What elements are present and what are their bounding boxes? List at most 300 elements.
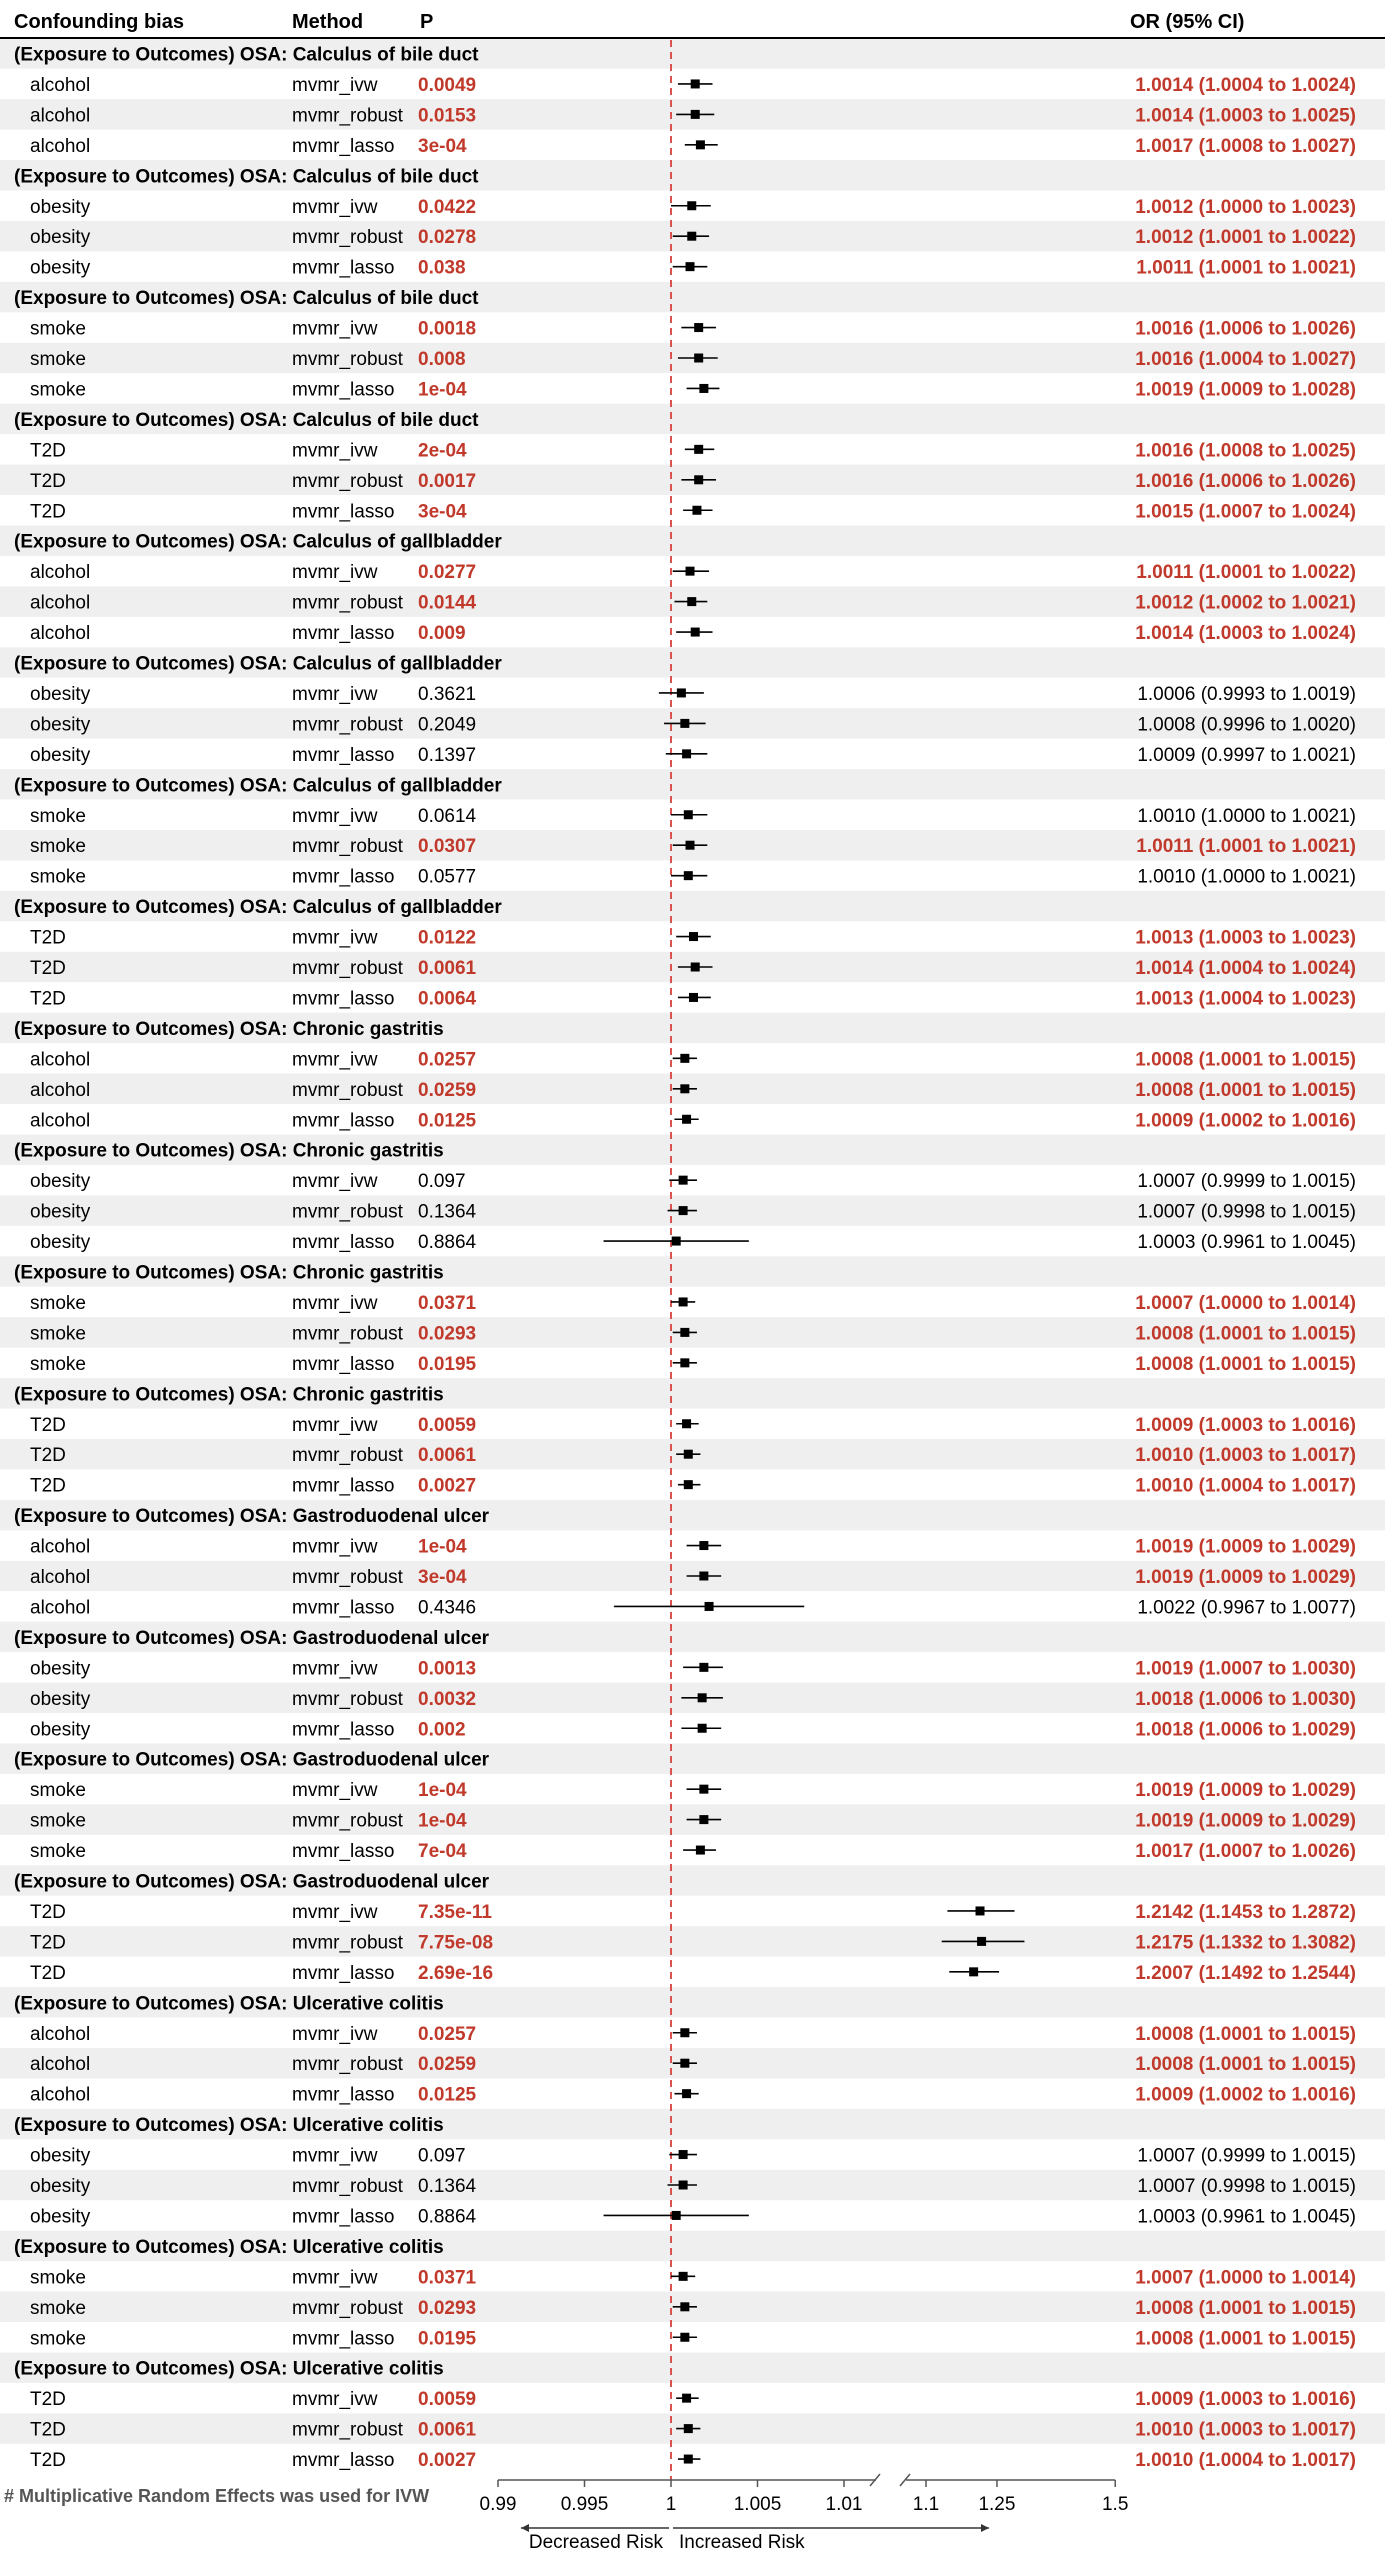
row-method: mvmr_robust xyxy=(292,1932,403,1954)
row-or-ci: 1.0011 (1.0001 to 1.0022) xyxy=(1136,562,1356,584)
or-point xyxy=(679,2150,688,2159)
row-p-value: 0.0293 xyxy=(418,2297,477,2319)
row-p-value: 0.097 xyxy=(418,2145,466,2167)
or-point xyxy=(687,597,696,606)
header-or-ci: OR (95% CI) xyxy=(1130,11,1245,33)
row-method: mvmr_ivw xyxy=(292,2145,378,2167)
or-point xyxy=(699,384,708,393)
row-or-ci: 1.0008 (1.0001 to 1.0015) xyxy=(1135,2023,1356,2045)
or-point xyxy=(696,140,705,149)
row-exposure: obesity xyxy=(30,2176,91,2197)
row-p-value: 0.0013 xyxy=(418,1658,477,1680)
or-point xyxy=(698,1724,707,1733)
group-header: (Exposure to Outcomes) OSA: Gastroduodenal ulcer xyxy=(14,1871,490,1893)
row-exposure: obesity xyxy=(30,1201,91,1223)
row-p-value: 7.75e-08 xyxy=(418,1932,494,1954)
row-exposure: T2D xyxy=(30,958,66,979)
row-exposure: smoke xyxy=(30,1810,86,1832)
arrow-head-left-icon xyxy=(521,2524,529,2532)
or-point xyxy=(684,810,693,819)
row-p-value: 0.1364 xyxy=(418,1201,477,1223)
or-point xyxy=(682,1419,691,1428)
row-or-ci: 1.0012 (1.0001 to 1.0022) xyxy=(1135,227,1356,249)
row-or-ci: 1.0008 (1.0001 to 1.0015) xyxy=(1135,1049,1356,1071)
row-p-value: 0.0064 xyxy=(418,988,477,1010)
or-point xyxy=(684,1480,693,1489)
row-exposure: alcohol xyxy=(30,1536,91,1558)
row-p-value: 0.0278 xyxy=(418,227,477,249)
row-method: mvmr_lasso xyxy=(292,2450,395,2472)
row-or-ci: 1.0016 (1.0008 to 1.0025) xyxy=(1135,440,1356,462)
row-p-value: 3e-04 xyxy=(418,1567,467,1588)
row-or-ci: 1.0012 (1.0002 to 1.0021) xyxy=(1135,592,1356,614)
row-exposure: smoke xyxy=(30,1780,86,1802)
row-p-value: 0.0422 xyxy=(418,196,477,218)
row-exposure: alcohol xyxy=(30,105,91,127)
group-header: (Exposure to Outcomes) OSA: Calculus of gallbladder xyxy=(14,897,502,919)
row-p-value: 0.0577 xyxy=(418,866,477,888)
or-point xyxy=(696,1846,705,1855)
row-p-value: 0.0257 xyxy=(418,2023,477,2045)
or-point xyxy=(680,719,689,728)
row-p-value: 0.3621 xyxy=(418,683,477,705)
row-or-ci: 1.0017 (1.0008 to 1.0027) xyxy=(1135,135,1356,157)
row-method: mvmr_robust xyxy=(292,1688,403,1710)
row-method: mvmr_lasso xyxy=(292,623,395,645)
row-or-ci: 1.0019 (1.0009 to 1.0029) xyxy=(1135,1536,1356,1558)
row-or-ci: 1.0013 (1.0003 to 1.0023) xyxy=(1135,927,1356,949)
row-method: mvmr_robust xyxy=(292,1201,403,1223)
group-header: (Exposure to Outcomes) OSA: Ulcerative colitis xyxy=(14,2358,444,2380)
or-point xyxy=(694,445,703,454)
row-exposure: T2D xyxy=(30,1414,66,1436)
or-point xyxy=(687,201,696,210)
row-exposure: alcohol xyxy=(30,135,91,157)
row-or-ci: 1.0017 (1.0007 to 1.0026) xyxy=(1135,1841,1356,1863)
row-or-ci: 1.0006 (0.9993 to 1.0019) xyxy=(1137,683,1356,705)
row-exposure: smoke xyxy=(30,836,86,858)
row-or-ci: 1.0008 (1.0001 to 1.0015) xyxy=(1135,1323,1356,1345)
or-point xyxy=(691,628,700,637)
x-tick-label: 1 xyxy=(665,2494,677,2515)
or-point xyxy=(677,688,686,697)
row-method: mvmr_lasso xyxy=(292,257,395,279)
row-method: mvmr_ivw xyxy=(292,1901,378,1923)
header-method: Method xyxy=(292,11,364,33)
group-header: (Exposure to Outcomes) OSA: Chronic gastritis xyxy=(14,1262,444,1284)
row-p-value: 2.69e-16 xyxy=(418,1962,494,1984)
row-p-value: 0.0061 xyxy=(418,1445,477,1467)
row-or-ci: 1.0014 (1.0003 to 1.0024) xyxy=(1135,623,1356,645)
row-method: mvmr_lasso xyxy=(292,2328,395,2350)
or-point xyxy=(684,2424,693,2433)
row-method: mvmr_ivw xyxy=(292,318,378,340)
row-method: mvmr_ivw xyxy=(292,683,378,705)
or-point xyxy=(672,2211,681,2220)
row-or-ci: 1.0007 (0.9998 to 1.0015) xyxy=(1137,2176,1356,2197)
or-point xyxy=(694,323,703,332)
row-exposure: alcohol xyxy=(30,1597,91,1619)
row-p-value: 0.0195 xyxy=(418,1353,477,1375)
row-exposure: alcohol xyxy=(30,1079,91,1101)
row-p-value: 0.0032 xyxy=(418,1688,477,1710)
arrow-head-right-icon xyxy=(981,2524,989,2532)
row-exposure: smoke xyxy=(30,866,86,888)
row-p-value: 1e-04 xyxy=(418,1810,467,1832)
row-or-ci: 1.0009 (1.0003 to 1.0016) xyxy=(1135,2389,1356,2411)
x-tick-label: 1.01 xyxy=(825,2494,863,2515)
row-method: mvmr_ivw xyxy=(292,2389,378,2411)
row-method: mvmr_lasso xyxy=(292,1719,395,1741)
row-method: mvmr_robust xyxy=(292,227,403,249)
row-exposure: smoke xyxy=(30,2297,86,2319)
group-header: (Exposure to Outcomes) OSA: Calculus of gallbladder xyxy=(14,653,502,675)
row-method: mvmr_lasso xyxy=(292,135,395,157)
row-exposure: obesity xyxy=(30,1688,91,1710)
group-header: (Exposure to Outcomes) OSA: Ulcerative colitis xyxy=(14,2115,444,2137)
row-method: mvmr_robust xyxy=(292,836,403,858)
row-p-value: 0.0027 xyxy=(418,1475,477,1497)
decreased-risk-label: Decreased Risk xyxy=(528,2532,663,2550)
or-point xyxy=(679,2272,688,2281)
row-method: mvmr_robust xyxy=(292,1323,403,1345)
or-point xyxy=(680,1054,689,1063)
group-header: (Exposure to Outcomes) OSA: Ulcerative colitis xyxy=(14,1993,444,2015)
row-exposure: smoke xyxy=(30,2267,86,2289)
row-method: mvmr_lasso xyxy=(292,1475,395,1497)
row-method: mvmr_lasso xyxy=(292,1962,395,1984)
row-exposure: alcohol xyxy=(30,562,91,584)
row-exposure: T2D xyxy=(30,927,66,949)
row-p-value: 0.0027 xyxy=(418,2450,477,2472)
row-method: mvmr_lasso xyxy=(292,1232,395,1254)
row-p-value: 0.009 xyxy=(418,623,466,645)
header-p: P xyxy=(420,11,434,33)
row-exposure: obesity xyxy=(30,2145,91,2167)
row-p-value: 0.0122 xyxy=(418,927,477,949)
x-tick-label: 1.25 xyxy=(978,2494,1016,2515)
row-or-ci: 1.0018 (1.0006 to 1.0029) xyxy=(1135,1719,1356,1741)
row-exposure: T2D xyxy=(30,1932,66,1954)
row-p-value: 0.2049 xyxy=(418,714,477,736)
row-or-ci: 1.2142 (1.1453 to 1.2872) xyxy=(1135,1901,1356,1923)
row-exposure: obesity xyxy=(30,2206,91,2228)
row-or-ci: 1.0009 (0.9997 to 1.0021) xyxy=(1137,744,1356,766)
row-or-ci: 1.0016 (1.0004 to 1.0027) xyxy=(1135,349,1356,370)
row-p-value: 0.0257 xyxy=(418,1049,477,1071)
row-or-ci: 1.0008 (1.0001 to 1.0015) xyxy=(1135,2297,1356,2319)
group-header: (Exposure to Outcomes) OSA: Gastroduodenal ulcer xyxy=(14,1627,490,1649)
row-p-value: 1e-04 xyxy=(418,1780,467,1802)
row-or-ci: 1.0008 (0.9996 to 1.0020) xyxy=(1137,714,1356,736)
x-tick-label: 1.005 xyxy=(733,2494,782,2515)
x-tick-label: 0.995 xyxy=(560,2494,609,2515)
row-p-value: 0.0277 xyxy=(418,562,477,584)
group-header: (Exposure to Outcomes) OSA: Gastroduodenal ulcer xyxy=(14,1749,490,1771)
row-or-ci: 1.0010 (1.0003 to 1.0017) xyxy=(1135,1445,1356,1467)
row-p-value: 0.002 xyxy=(418,1719,466,1741)
group-header: (Exposure to Outcomes) OSA: Ulcerative colitis xyxy=(14,2236,444,2258)
group-header: (Exposure to Outcomes) OSA: Calculus of bile duct xyxy=(14,409,479,431)
x-axis xyxy=(480,2474,1129,2550)
row-exposure: alcohol xyxy=(30,2084,91,2106)
row-or-ci: 1.0016 (1.0006 to 1.0026) xyxy=(1135,470,1356,492)
or-point xyxy=(699,1541,708,1550)
row-exposure: T2D xyxy=(30,2450,66,2472)
row-p-value: 1e-04 xyxy=(418,379,467,401)
row-p-value: 0.0195 xyxy=(418,2328,477,2350)
row-method: mvmr_robust xyxy=(292,1445,403,1467)
row-or-ci: 1.0016 (1.0006 to 1.0026) xyxy=(1135,318,1356,340)
row-exposure: alcohol xyxy=(30,1049,91,1071)
row-or-ci: 1.0019 (1.0009 to 1.0028) xyxy=(1135,379,1356,401)
row-or-ci: 1.0007 (0.9999 to 1.0015) xyxy=(1137,1171,1356,1193)
row-exposure: T2D xyxy=(30,501,66,523)
row-p-value: 0.0259 xyxy=(418,2054,477,2076)
or-point xyxy=(686,567,695,576)
row-p-value: 0.0259 xyxy=(418,1079,477,1101)
row-or-ci: 1.0011 (1.0001 to 1.0021) xyxy=(1136,836,1356,858)
row-or-ci: 1.0019 (1.0009 to 1.0029) xyxy=(1135,1810,1356,1832)
row-method: mvmr_robust xyxy=(292,592,403,614)
row-p-value: 3e-04 xyxy=(418,501,467,523)
increased-risk-label: Increased Risk xyxy=(679,2532,805,2550)
row-p-value: 0.008 xyxy=(418,349,466,370)
group-header: (Exposure to Outcomes) OSA: Calculus of bile duct xyxy=(14,288,479,310)
row-exposure: T2D xyxy=(30,1475,66,1497)
row-method: mvmr_ivw xyxy=(292,2267,378,2289)
row-method: mvmr_robust xyxy=(292,349,403,370)
row-or-ci: 1.0014 (1.0003 to 1.0025) xyxy=(1135,105,1356,127)
row-exposure: alcohol xyxy=(30,1110,91,1132)
row-p-value: 2e-04 xyxy=(418,440,467,462)
row-p-value: 0.1397 xyxy=(418,744,477,766)
row-p-value: 7.35e-11 xyxy=(418,1901,492,1923)
row-or-ci: 1.0009 (1.0002 to 1.0016) xyxy=(1135,2084,1356,2106)
group-header: (Exposure to Outcomes) OSA: Calculus of bile duct xyxy=(14,166,479,188)
row-or-ci: 1.0010 (1.0003 to 1.0017) xyxy=(1135,2419,1356,2441)
footnote: # Multiplicative Random Effects was used for IVW xyxy=(4,2486,430,2506)
row-or-ci: 1.0008 (1.0001 to 1.0015) xyxy=(1135,1079,1356,1101)
row-or-ci: 1.0011 (1.0001 to 1.0021) xyxy=(1136,257,1356,279)
or-point xyxy=(691,110,700,119)
row-or-ci: 1.0019 (1.0007 to 1.0030) xyxy=(1135,1658,1356,1680)
row-exposure: obesity xyxy=(30,1719,91,1741)
or-point xyxy=(691,963,700,972)
row-p-value: 0.0018 xyxy=(418,318,477,340)
row-exposure: obesity xyxy=(30,1171,91,1193)
row-method: mvmr_ivw xyxy=(292,2023,378,2045)
row-exposure: obesity xyxy=(30,1232,91,1254)
or-point xyxy=(672,1237,681,1246)
row-method: mvmr_lasso xyxy=(292,1841,395,1863)
row-or-ci: 1.0003 (0.9961 to 1.0045) xyxy=(1137,1232,1356,1254)
group-header: (Exposure to Outcomes) OSA: Chronic gastritis xyxy=(14,1018,444,1040)
row-method: mvmr_robust xyxy=(292,105,403,127)
row-method: mvmr_robust xyxy=(292,714,403,736)
row-or-ci: 1.0007 (0.9998 to 1.0015) xyxy=(1137,1201,1356,1223)
header-confounding-bias: Confounding bias xyxy=(14,11,184,33)
or-point xyxy=(699,1663,708,1672)
row-or-ci: 1.0009 (1.0003 to 1.0016) xyxy=(1135,1414,1356,1436)
or-point xyxy=(699,1572,708,1581)
row-method: mvmr_ivw xyxy=(292,1536,378,1558)
row-p-value: 0.0371 xyxy=(418,2267,477,2289)
row-or-ci: 1.0008 (1.0001 to 1.0015) xyxy=(1135,2054,1356,2076)
row-p-value: 0.0049 xyxy=(418,74,477,96)
row-or-ci: 1.0008 (1.0001 to 1.0015) xyxy=(1135,1353,1356,1375)
row-or-ci: 1.0003 (0.9961 to 1.0045) xyxy=(1137,2206,1356,2228)
or-point xyxy=(686,262,695,271)
or-point xyxy=(684,1450,693,1459)
row-or-ci: 1.0019 (1.0009 to 1.0029) xyxy=(1135,1567,1356,1588)
row-or-ci: 1.0007 (1.0000 to 1.0014) xyxy=(1135,2267,1356,2289)
row-method: mvmr_ivw xyxy=(292,1171,378,1193)
row-or-ci: 1.0015 (1.0007 to 1.0024) xyxy=(1135,501,1356,523)
row-method: mvmr_ivw xyxy=(292,1292,378,1314)
group-header: (Exposure to Outcomes) OSA: Chronic gastritis xyxy=(14,1140,444,1162)
or-point xyxy=(687,232,696,241)
row-exposure: alcohol xyxy=(30,592,91,614)
or-point xyxy=(976,1906,985,1915)
or-point xyxy=(680,2059,689,2068)
row-exposure: T2D xyxy=(30,1962,66,1984)
x-tick-label: 1.5 xyxy=(1101,2494,1129,2515)
row-p-value: 0.0144 xyxy=(418,592,477,614)
row-p-value: 0.0153 xyxy=(418,105,477,127)
or-point xyxy=(698,1693,707,1702)
or-point xyxy=(682,749,691,758)
row-method: mvmr_ivw xyxy=(292,1658,378,1680)
or-point xyxy=(679,1297,688,1306)
row-method: mvmr_robust xyxy=(292,2054,403,2076)
group-header: (Exposure to Outcomes) OSA: Calculus of bile duct xyxy=(14,44,479,66)
row-or-ci: 1.0010 (1.0000 to 1.0021) xyxy=(1137,866,1356,888)
row-exposure: smoke xyxy=(30,379,86,401)
or-point xyxy=(689,993,698,1002)
group-header: (Exposure to Outcomes) OSA: Chronic gastritis xyxy=(14,1384,444,1406)
row-method: mvmr_ivw xyxy=(292,927,378,949)
row-method: mvmr_lasso xyxy=(292,2084,395,2106)
row-or-ci: 1.2007 (1.1492 to 1.2544) xyxy=(1135,1962,1356,1984)
row-exposure: T2D xyxy=(30,1901,66,1923)
row-method: mvmr_lasso xyxy=(292,988,395,1010)
row-exposure: T2D xyxy=(30,2389,66,2411)
row-exposure: obesity xyxy=(30,227,91,249)
or-point xyxy=(680,2333,689,2342)
group-header: (Exposure to Outcomes) OSA: Calculus of gallbladder xyxy=(14,531,502,553)
row-exposure: smoke xyxy=(30,1292,86,1314)
or-point xyxy=(682,2394,691,2403)
row-method: mvmr_ivw xyxy=(292,1049,378,1071)
row-or-ci: 1.0019 (1.0009 to 1.0029) xyxy=(1135,1780,1356,1802)
or-point xyxy=(699,1815,708,1824)
or-point xyxy=(689,932,698,941)
row-method: mvmr_robust xyxy=(292,958,403,979)
row-exposure: smoke xyxy=(30,1841,86,1863)
row-method: mvmr_ivw xyxy=(292,805,378,827)
row-or-ci: 1.0007 (1.0000 to 1.0014) xyxy=(1135,1292,1356,1314)
row-p-value: 0.0061 xyxy=(418,958,477,979)
row-exposure: T2D xyxy=(30,470,66,492)
row-exposure: obesity xyxy=(30,1658,91,1680)
or-point xyxy=(705,1602,714,1611)
row-or-ci: 1.0010 (1.0004 to 1.0017) xyxy=(1135,1475,1356,1497)
row-or-ci: 1.0014 (1.0004 to 1.0024) xyxy=(1135,958,1356,979)
row-or-ci: 1.0008 (1.0001 to 1.0015) xyxy=(1135,2328,1356,2350)
row-method: mvmr_ivw xyxy=(292,440,378,462)
row-exposure: T2D xyxy=(30,988,66,1010)
x-tick-label: 1.1 xyxy=(912,2494,940,2515)
row-p-value: 0.0059 xyxy=(418,2389,477,2411)
row-exposure: obesity xyxy=(30,683,91,705)
row-exposure: alcohol xyxy=(30,74,91,96)
row-p-value: 0.0614 xyxy=(418,805,477,827)
row-method: mvmr_lasso xyxy=(292,2206,395,2228)
row-method: mvmr_robust xyxy=(292,470,403,492)
row-p-value: 0.1364 xyxy=(418,2176,477,2197)
or-point xyxy=(694,475,703,484)
group-header: (Exposure to Outcomes) OSA: Calculus of gallbladder xyxy=(14,775,502,797)
row-p-value: 3e-04 xyxy=(418,135,467,157)
row-exposure: T2D xyxy=(30,440,66,462)
row-exposure: smoke xyxy=(30,318,86,340)
row-exposure: obesity xyxy=(30,257,91,279)
row-p-value: 0.4346 xyxy=(418,1597,477,1619)
or-point xyxy=(679,2181,688,2190)
row-p-value: 0.0125 xyxy=(418,2084,477,2106)
x-tick-label: 0.99 xyxy=(479,2494,517,2515)
or-point xyxy=(694,354,703,363)
row-p-value: 0.0307 xyxy=(418,836,477,858)
row-or-ci: 1.2175 (1.1332 to 1.3082) xyxy=(1135,1932,1356,1954)
row-method: mvmr_lasso xyxy=(292,866,395,888)
or-point xyxy=(682,1115,691,1124)
row-or-ci: 1.0022 (0.9967 to 1.0077) xyxy=(1137,1597,1356,1619)
row-method: mvmr_robust xyxy=(292,1567,403,1588)
or-point xyxy=(684,871,693,880)
row-method: mvmr_lasso xyxy=(292,379,395,401)
row-exposure: T2D xyxy=(30,1445,66,1467)
row-p-value: 0.038 xyxy=(418,257,466,279)
row-p-value: 0.0017 xyxy=(418,470,477,492)
row-method: mvmr_ivw xyxy=(292,74,378,96)
group-header: (Exposure to Outcomes) OSA: Gastroduodenal ulcer xyxy=(14,1506,490,1528)
row-or-ci: 1.0018 (1.0006 to 1.0030) xyxy=(1135,1688,1356,1710)
or-point xyxy=(686,841,695,850)
row-exposure: smoke xyxy=(30,2328,86,2350)
row-p-value: 0.0125 xyxy=(418,1110,477,1132)
row-exposure: obesity xyxy=(30,744,91,766)
row-p-value: 0.0059 xyxy=(418,1414,477,1436)
or-point xyxy=(692,506,701,515)
row-method: mvmr_lasso xyxy=(292,1597,395,1619)
row-method: mvmr_ivw xyxy=(292,1780,378,1802)
row-method: mvmr_ivw xyxy=(292,1414,378,1436)
row-p-value: 0.0371 xyxy=(418,1292,477,1314)
or-point xyxy=(680,1328,689,1337)
or-point xyxy=(684,2455,693,2464)
row-p-value: 0.8864 xyxy=(418,2206,477,2228)
row-or-ci: 1.0010 (1.0000 to 1.0021) xyxy=(1137,805,1356,827)
row-exposure: obesity xyxy=(30,714,91,736)
row-exposure: T2D xyxy=(30,2419,66,2441)
or-point xyxy=(977,1937,986,1946)
row-p-value: 0.0061 xyxy=(418,2419,477,2441)
or-point xyxy=(680,1084,689,1093)
row-or-ci: 1.0009 (1.0002 to 1.0016) xyxy=(1135,1110,1356,1132)
row-exposure: alcohol xyxy=(30,623,91,645)
